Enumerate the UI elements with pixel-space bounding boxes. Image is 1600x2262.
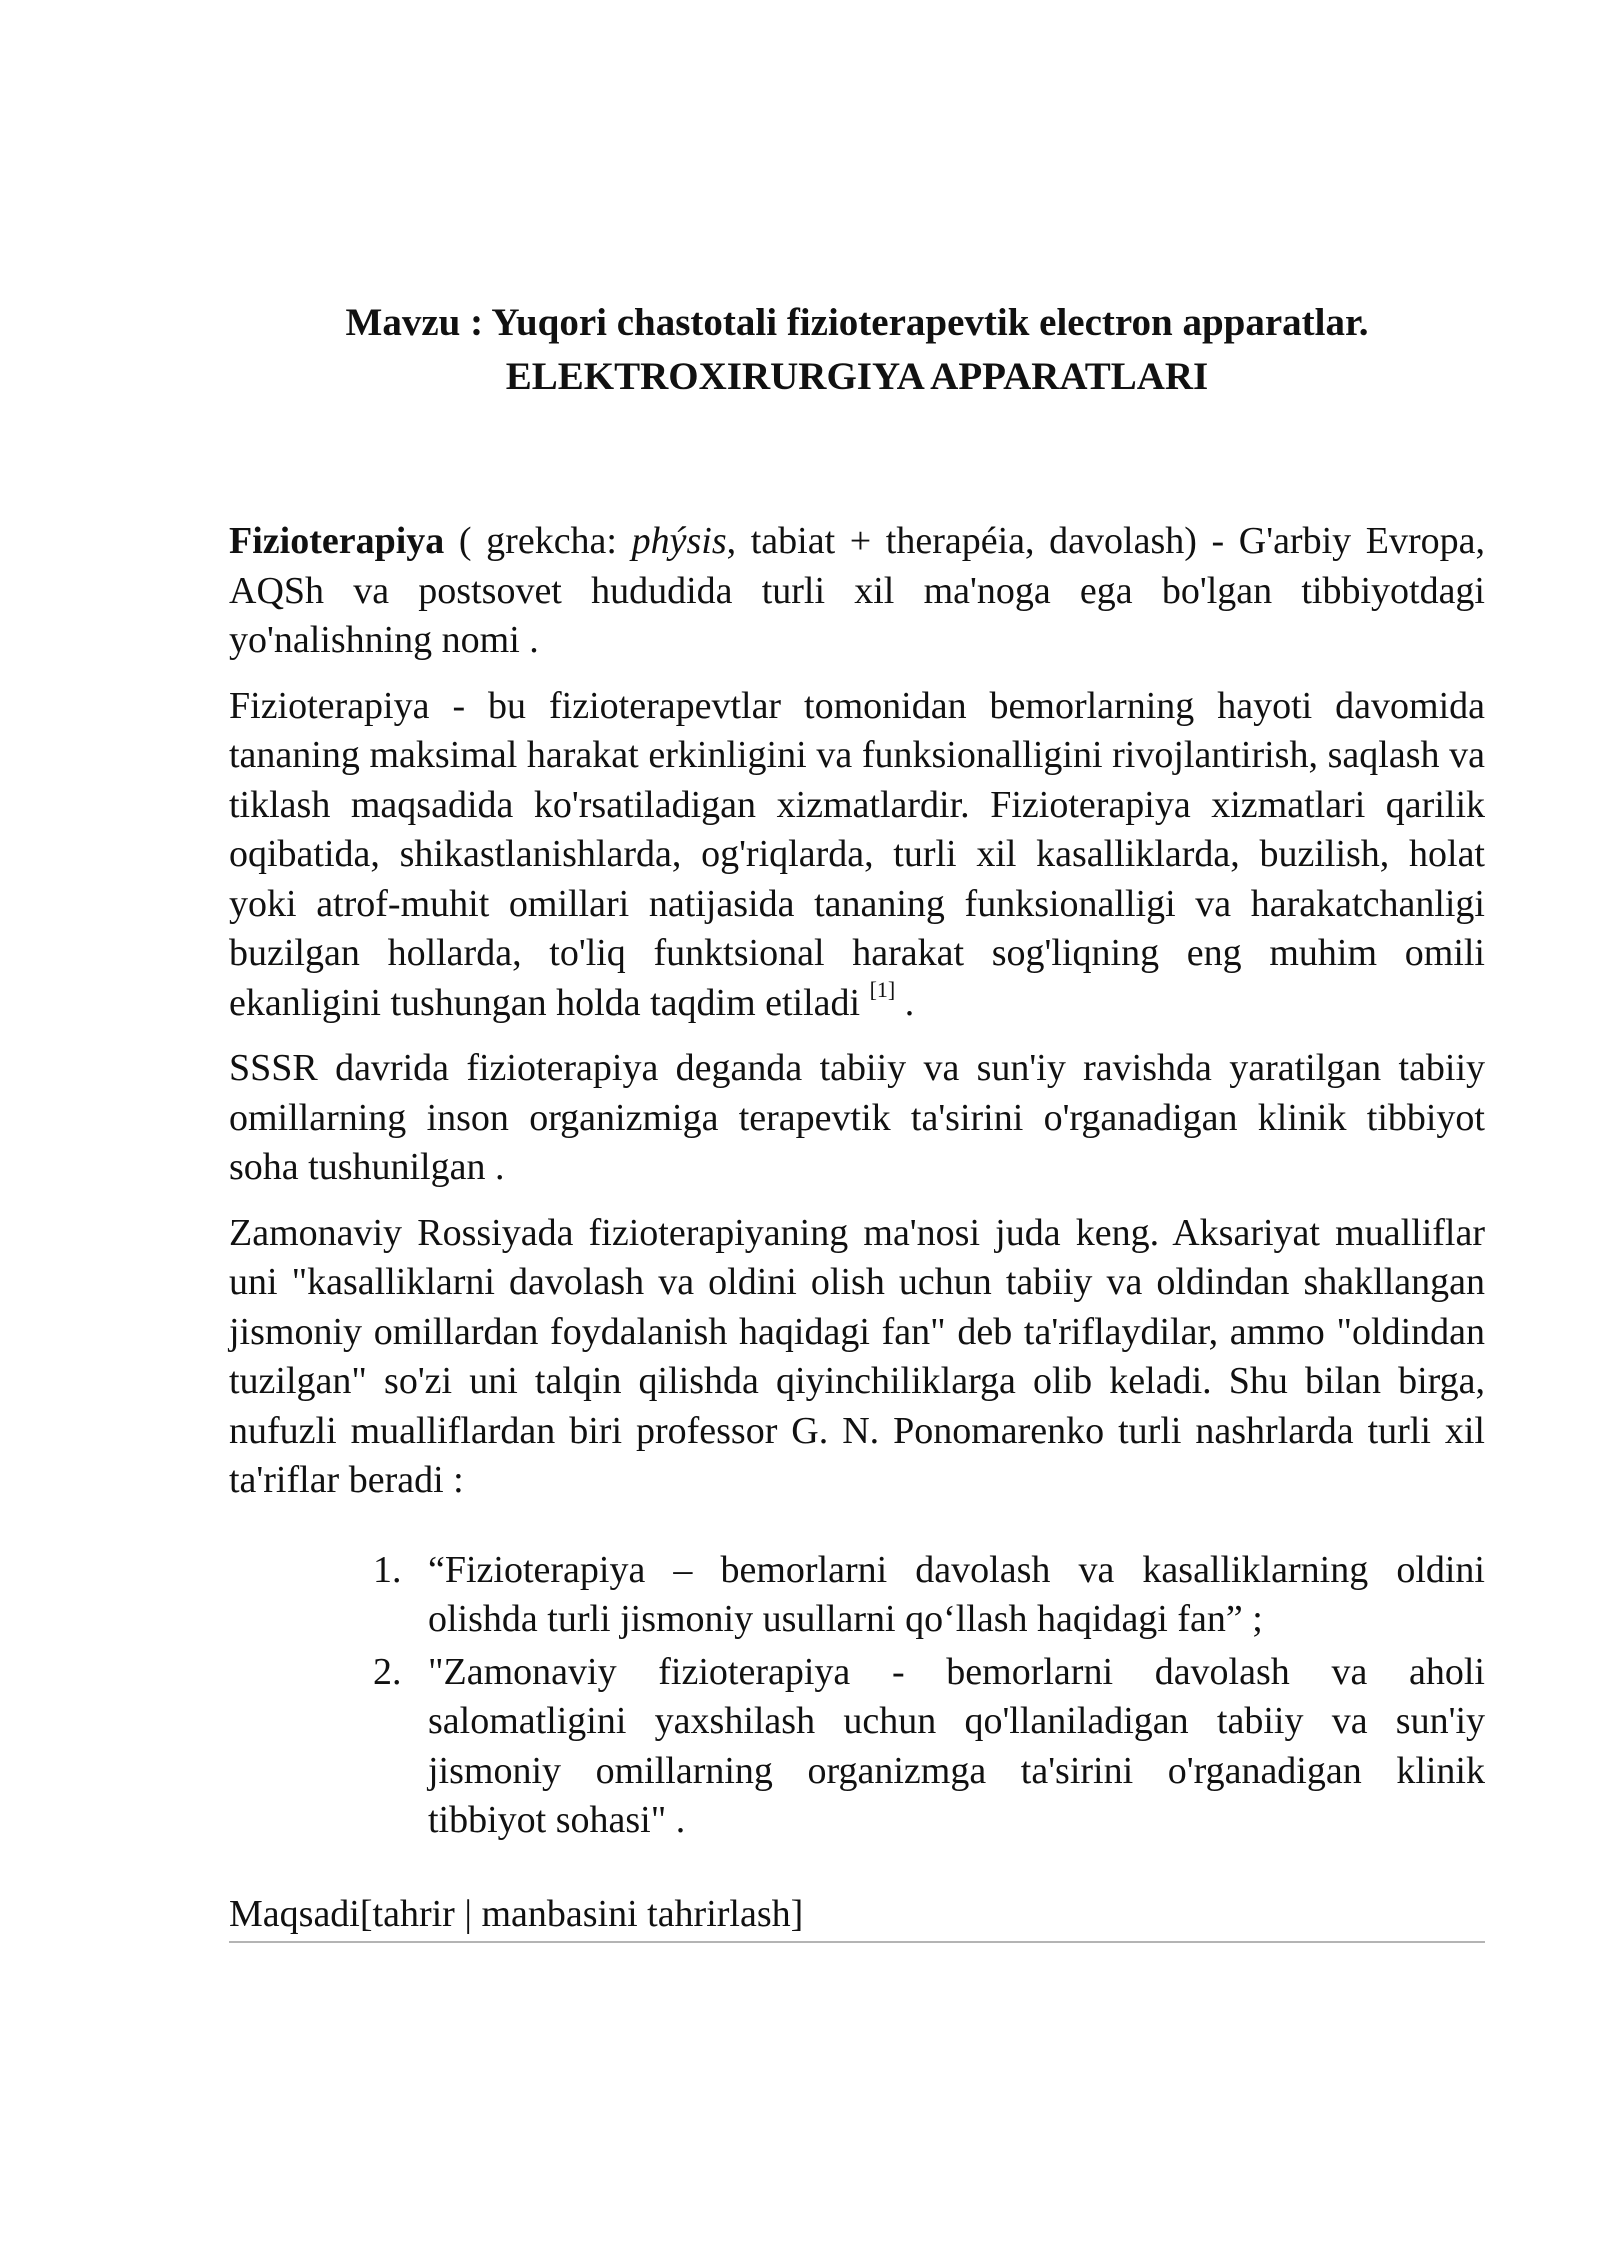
- footnote-reference[interactable]: [1]: [869, 976, 896, 1002]
- russia-paragraph: Zamonaviy Rossiyada fizioterapiyaning ma'nosi juda keng. Aksariyat mualliflar uni "kasalliklarni davolash va oldini olish uchun tabiiy va oldindan shakllangan jismoniy omillardan foydalanish haqidagi fan" deb ta'riflaydilar, ammo "oldindan tuzilgan" so'zi uni talqin qilishda qiyinchiliklarga olib keladi. Shu bilan birga, nufuzli mualliflardan biri professor G. N. Ponomarenko turli nashrlarda turli xil ta'riflar beradi :: [229, 1211, 1485, 1501]
- list-item-number: 1.: [373, 1548, 402, 1591]
- definitions-list: [229, 1546, 1485, 1846]
- definition-end: .: [895, 981, 915, 1024]
- edit-bracket-open: [: [359, 1892, 373, 1935]
- section-heading-maqsadi: [229, 1890, 1485, 1944]
- intro-greek-word: phýsis: [631, 520, 727, 562]
- intro-part-2: , tabiat + therapéia, davolash) - G'arbiy Evropa, AQSh va postsovet hududida turli xil ma'noga ega bo'lgan tibbiyotdagi yo'nalishning nomi .: [229, 520, 1485, 661]
- intro-paragraph: [229, 517, 1485, 666]
- edit-link[interactable]: tahrir: [372, 1892, 455, 1935]
- document-page: [229, 296, 1485, 1943]
- definition-text: Fizioterapiya - bu fizioterapevtlar tomonidan bemorlarning hayoti davomida tananing maksimal harakat erkinligini va funksionalligini rivojlantirish, saqlash va tiklash maqsadida ko'rsatiladigan xizmatlardir. Fizioterapiya xizmatlari qarilik oqibatida, shikastlanishlarda, og'riqlarda, turli xil kasalliklarda, buzilish, holat yoki atrof-muhit omillari natijasida tananing funksionalligi va harakatchanligi buzilgan hollarda, to'liq funktsional harakat sog'liqning eng muhim omili ekanligini tushungan holda taqdim etiladi: [229, 684, 1485, 1024]
- list-item: [373, 1546, 1485, 1645]
- title-line-2: ELEKTROXIRURGIYA APPARATLARI: [505, 355, 1209, 398]
- intro-term: Fizioterapiya: [229, 520, 445, 562]
- title-line-1: Mavzu : Yuqori chastotali fizioterapevtik electron apparatlar.: [345, 301, 1369, 344]
- list-item-text: "Zamonaviy fizioterapiya - bemorlarni davolash va aholi salomatligini yaxshilash uchun qo'llaniladigan tabiiy va sun'iy jismoniy omillarning organizmga ta'sirini o'rganadigan klinik tibbiyot sohasi" .: [428, 1650, 1485, 1841]
- ussr-paragraph: SSSR davrida fizioterapiya deganda tabiiy va sun'iy ravishda yaratilgan tabiiy omillarning inson organizmiga terapevtik ta'sirini o'rganadigan klinik tibbiyot soha tushunilgan .: [229, 1047, 1485, 1188]
- edit-separator: |: [454, 1892, 482, 1935]
- intro-part-1: ( grekcha:: [444, 520, 632, 562]
- list-item: [373, 1648, 1485, 1846]
- edit-bracket-close: ]: [790, 1892, 804, 1935]
- definition-paragraph: [229, 682, 1485, 1029]
- edit-source-link[interactable]: manbasini tahrirlash: [481, 1892, 791, 1935]
- list-item-text: “Fizioterapiya – bemorlarni davolash va kasalliklarning oldini olishda turli jismoniy usullarni qo‘llash haqidagi fan” ;: [428, 1548, 1485, 1640]
- section-heading-title: Maqsadi: [229, 1892, 360, 1935]
- document-title: [229, 296, 1485, 404]
- list-item-number: 2.: [373, 1650, 402, 1693]
